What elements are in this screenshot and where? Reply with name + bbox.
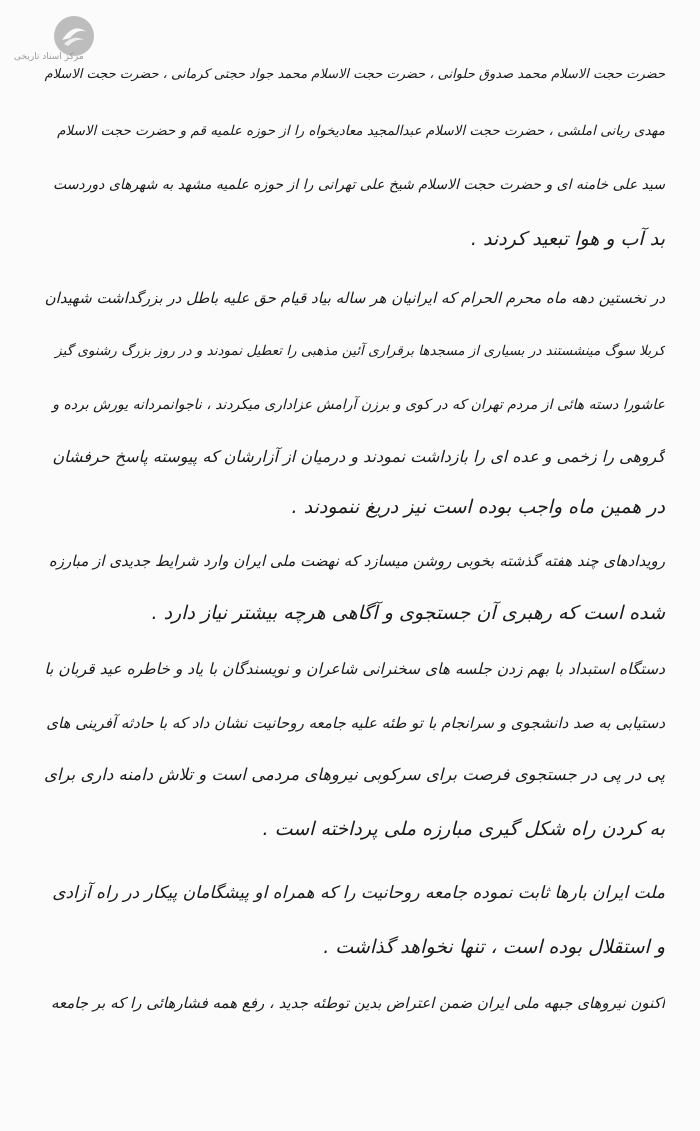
text-line: به کردن راه شکل گیری مبارزه ملی پرداخته است . (262, 818, 665, 840)
text-line: دستیابی به صد دانشجوی و سرانجام با تو طئه علیه جامعه روحانیت نشان داد که با حادثه آفرینی های (46, 714, 665, 732)
text-line: رویدادهای چند هفته گذشته بخوبی روشن میسازد که نهضت ملی ایران وارد شرایط جدیدی از مبارزه (48, 552, 665, 570)
text-line: اکنون نیروهای جبهه ملی ایران ضمن اعتراض بدین توطئه جدید ، رفع همه فشارهائی را که بر جامعه (50, 994, 665, 1012)
text-line: و استقلال بوده است ، تنها نخواهد گذاشت . (323, 936, 665, 958)
archive-watermark: مرکز اسناد تاریخی (14, 52, 84, 62)
text-line: در نخستین دهه ماه محرم الحرام که ایرانیان هر ساله بیاد قیام حق علیه باطل در بزرگداشت شهیدان (44, 289, 665, 307)
text-line: سید علی خامنه ای و حضرت حجت الاسلام شیخ علی تهرانی را از حوزه علمیه مشهد به شهرهای دوردست (52, 177, 665, 193)
text-line: مهدی ربانی املشی ، حضرت حجت الاسلام عبدالمجید معادیخواه را از حوزه علمیه قم و حضرت حجت الاسلام (57, 123, 665, 139)
text-line: ملت ایران بارها ثابت نموده جامعه روحانیت را که همراه او پیشگامان پیکار در راه آزادی (52, 883, 665, 903)
text-line: دستگاه استبداد با بهم زدن جلسه های سخنرانی شاعران و نویسندگان با یاد و خاطره عید قربان با (44, 660, 665, 678)
text-line: حضرت حجت الاسلام محمد صدوق حلوانی ، حضرت حجت الاسلام محمد جواد حجتی کرمانی ، حضرت حجت الاسلام (44, 67, 665, 82)
letter-body (40, 0, 665, 1131)
text-line: بد آب و هوا تبعید کردند . (470, 228, 665, 250)
text-line: کربلا سوگ مینشستند در بسیاری از مسجدها برقراری آئین مذهبی را تعطیل نمودند و در روز بزرگ رشنوی گیز (55, 343, 665, 359)
text-line: عاشورا دسته هائی از مردم تهران که در کوی و برزن آرامش عزاداری میکردند ، ناجوانمردانه یورش برده و (52, 397, 665, 413)
text-line: در همین ماه واجب بوده است نیز دریغ ننمودند . (291, 496, 665, 518)
text-line: گروهی را زخمی و عده ای را بازداشت نمودند و درمیان از آزارشان که پیوسته پاسخ حرفشان (52, 447, 665, 466)
text-line: شده است که رهبری آن جستجوی و آگاهی هرچه بیشتر نیاز دارد . (151, 602, 665, 624)
text-line: پی در پی در جستجوی فرصت برای سرکوبی نیروهای مردمی است و تلاش دامنه داری برای (44, 765, 665, 784)
